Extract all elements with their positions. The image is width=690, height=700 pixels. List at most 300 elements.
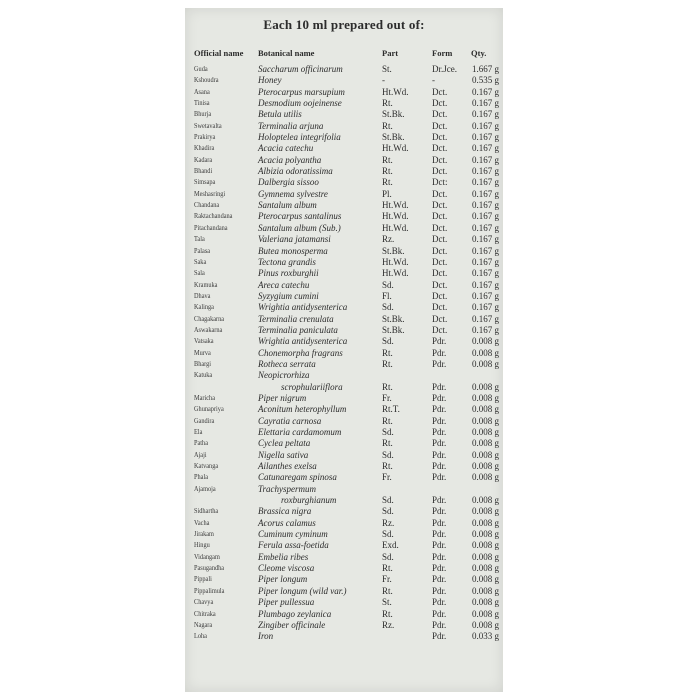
form: - <box>432 75 435 86</box>
official-name: Kadara <box>194 155 213 164</box>
official-name: Tala <box>194 235 205 244</box>
botanical-name: Iron <box>258 631 274 642</box>
form: Dct: <box>432 177 448 188</box>
part: St. <box>382 597 392 608</box>
quantity: 0.167 g <box>472 132 499 143</box>
official-name: Khadira <box>194 144 215 153</box>
botanical-name: roxburghianum <box>281 495 337 506</box>
part: Ht.Wd. <box>382 211 409 222</box>
form: Dct. <box>432 211 448 222</box>
form: Pdr. <box>432 381 447 392</box>
official-name: Chitraka <box>194 609 216 618</box>
quantity: 0.167 g <box>472 268 499 279</box>
form: Pdr. <box>432 608 447 619</box>
part: Rt. <box>382 358 393 369</box>
ingredient-row <box>185 359 503 370</box>
part: Sd. <box>382 506 394 517</box>
official-name: Chagakarna <box>194 314 225 323</box>
official-name: Bhandi <box>194 167 213 176</box>
quantity: 0.167 g <box>472 256 499 267</box>
quantity: 0.008 g <box>472 427 499 437</box>
header-official-name: Official name <box>194 48 244 58</box>
official-name: Meshasringi <box>194 189 226 198</box>
ingredient-row <box>185 268 503 279</box>
part: Ht.Wd. <box>382 86 409 97</box>
quantity: 0.008 g <box>472 563 499 574</box>
form: Pdr. <box>432 540 447 551</box>
ingredient-label <box>185 8 503 692</box>
ingredient-row <box>185 495 503 506</box>
ingredient-row <box>185 404 503 415</box>
form: Dct. <box>432 109 448 120</box>
ingredient-row <box>185 563 503 574</box>
form: Dct. <box>432 279 448 290</box>
form: Dct. <box>432 98 448 109</box>
ingredient-table <box>185 64 503 688</box>
part: St.Bk. <box>382 313 405 324</box>
official-name: Vidangam <box>194 552 220 561</box>
botanical-name: Tectona grandis <box>258 256 316 267</box>
part: - <box>382 75 385 86</box>
part: Fr. <box>382 574 392 585</box>
part: Pl. <box>382 188 392 199</box>
part: Rt. <box>382 415 393 426</box>
ingredient-row <box>185 450 503 461</box>
ingredient-row <box>185 291 503 302</box>
official-name: Murva <box>194 348 211 357</box>
part: Rt. <box>382 166 393 177</box>
official-name: Katuka <box>194 371 213 380</box>
form: Dct. <box>432 86 448 97</box>
ingredient-row <box>185 529 503 540</box>
form: Pdr. <box>432 574 447 585</box>
form: Pdr. <box>432 517 447 528</box>
quantity: 0.167 g <box>472 177 499 188</box>
form: Pdr. <box>432 472 447 483</box>
botanical-name: Terminalia arjuna <box>258 120 324 131</box>
part: Rt. <box>382 585 393 596</box>
ingredient-row <box>185 597 503 608</box>
quantity: 0.008 g <box>472 415 499 426</box>
form: Dr.Jce. <box>432 64 457 74</box>
official-name: Tinisa <box>194 99 210 108</box>
part: Exd. <box>382 540 399 551</box>
part: St.Bk. <box>382 132 405 143</box>
form: Dct. <box>432 302 448 313</box>
official-name: Katvanga <box>194 462 219 471</box>
botanical-name: Pterocarpus santalinus <box>258 211 342 222</box>
quantity: 0.167 g <box>472 324 499 335</box>
form: Pdr. <box>432 438 447 449</box>
quantity: 0.008 g <box>472 336 499 347</box>
form: Dct. <box>432 268 448 279</box>
ingredient-row <box>185 427 503 438</box>
botanical-name: Pinus roxburghii <box>258 268 319 279</box>
ingredient-row <box>185 280 503 291</box>
official-name: Prakirya <box>194 133 216 142</box>
form: Dct. <box>432 154 448 165</box>
botanical-name: Piper pullessua <box>258 597 315 608</box>
official-name: Chandana <box>194 201 220 210</box>
official-name: Vacha <box>194 518 210 527</box>
botanical-name: Plumbago zeylanica <box>258 608 332 619</box>
official-name: Pippali <box>194 575 212 584</box>
quantity: 0.008 g <box>472 608 499 619</box>
quantity: 0.167 g <box>472 120 499 131</box>
botanical-name: Albizia odoratissima <box>258 166 333 177</box>
quantity: 0.167 g <box>472 143 499 154</box>
ingredient-row <box>185 211 503 222</box>
label-title: Each 10 ml prepared out of: <box>263 17 425 32</box>
form: Pdr. <box>432 563 447 574</box>
quantity: 0.167 g <box>472 234 499 245</box>
part: St.Bk. <box>382 109 405 120</box>
official-name: Dhava <box>194 291 211 300</box>
form: Pdr. <box>432 427 447 437</box>
form: Pdr. <box>432 551 447 562</box>
botanical-name: Elettaria cardamomum <box>258 427 342 437</box>
ingredient-row <box>185 438 503 449</box>
part: Rt. <box>382 563 393 574</box>
botanical-name: Cuminum cyminum <box>258 529 328 540</box>
form: Pdr. <box>432 529 447 540</box>
quantity: 0.167 g <box>472 98 499 109</box>
part: Sd. <box>382 495 394 506</box>
quantity: 0.167 g <box>472 290 499 301</box>
ingredient-row <box>185 631 503 642</box>
official-name: Kramuka <box>194 280 218 289</box>
quantity: 0.167 g <box>472 211 499 222</box>
botanical-name: scrophulariiflora <box>281 381 343 392</box>
ingredient-row <box>185 382 503 393</box>
quantity: 0.008 g <box>472 517 499 528</box>
part: Sd. <box>382 427 394 437</box>
quantity: 0.008 g <box>472 529 499 540</box>
part: Sd. <box>382 529 394 540</box>
botanical-name: Brassica nigra <box>258 506 312 517</box>
official-name: Patha <box>194 439 209 448</box>
quantity: 0.167 g <box>472 86 499 97</box>
form: Pdr. <box>432 597 447 608</box>
ingredient-row <box>185 325 503 336</box>
form: Dct. <box>432 222 448 233</box>
botanical-name: Cleome viscosa <box>258 563 315 574</box>
form: Dct. <box>432 245 448 256</box>
ingredient-row <box>185 75 503 86</box>
quantity: 0.008 g <box>472 404 499 415</box>
header-botanical-name: Botanical name <box>258 48 315 58</box>
botanical-name: Butea monosperma <box>258 245 328 256</box>
part: St.Bk. <box>382 245 405 256</box>
part: Rt. <box>382 177 393 188</box>
ingredient-row <box>185 143 503 154</box>
form: Pdr. <box>432 449 447 460</box>
quantity: 0.008 g <box>472 358 499 369</box>
ingredient-row <box>185 540 503 551</box>
ingredient-row <box>185 314 503 325</box>
botanical-name: Cyclea peltata <box>258 438 311 449</box>
ingredient-row <box>185 586 503 597</box>
ingredient-row <box>185 552 503 563</box>
botanical-name: Neopicrorhiza <box>258 370 310 381</box>
quantity: 0.167 g <box>472 245 499 256</box>
botanical-name: Acorus calamus <box>258 517 316 528</box>
botanical-name: Zingiber officinale <box>258 619 326 630</box>
header-part: Part <box>382 48 399 58</box>
official-name: Chavya <box>194 598 214 607</box>
form: Dct. <box>432 324 448 335</box>
form: Dct. <box>432 313 448 324</box>
ingredient-row <box>185 574 503 585</box>
part: St. <box>382 64 392 74</box>
ingredient-row <box>185 506 503 517</box>
ingredient-row <box>185 200 503 211</box>
quantity: 0.008 g <box>472 347 499 358</box>
ingredient-row <box>185 87 503 98</box>
official-name: Hingu <box>194 541 210 550</box>
botanical-name: Areca catechu <box>258 279 310 290</box>
ingredient-row <box>185 177 503 188</box>
part: Fr. <box>382 472 392 483</box>
header-qty: Qty. <box>471 48 487 58</box>
quantity: 0.008 g <box>472 551 499 562</box>
official-name: Aswakarna <box>194 325 223 334</box>
official-name: Ela <box>194 428 203 436</box>
ingredient-row <box>185 98 503 109</box>
ingredient-row <box>185 484 503 495</box>
botanical-name: Valeriana jatamansi <box>258 234 331 245</box>
ingredient-row <box>185 132 503 143</box>
quantity: 0.535 g <box>472 75 499 86</box>
part: Sd. <box>382 279 394 290</box>
form: Dct. <box>432 290 448 301</box>
form: Pdr. <box>432 495 447 506</box>
form: Pdr. <box>432 404 447 415</box>
quantity: 0.167 g <box>472 200 499 211</box>
botanical-name: Embelia ribes <box>258 551 309 562</box>
quantity: 0.167 g <box>472 279 499 290</box>
part: Sd. <box>382 302 394 313</box>
part: Rz. <box>382 234 395 245</box>
part: St.Bk. <box>382 324 405 335</box>
botanical-name: Desmodium oojeinense <box>258 98 342 109</box>
quantity: 0.033 g <box>472 631 499 642</box>
part: Rt. <box>382 608 393 619</box>
part: Rt. <box>382 98 393 109</box>
botanical-name: Gymnema sylvestre <box>258 188 328 199</box>
form: Pdr. <box>432 415 447 426</box>
ingredient-row <box>185 64 503 75</box>
form: Pdr. <box>432 358 447 369</box>
official-name: Guda <box>194 65 208 73</box>
quantity: 1.667 g <box>472 64 499 74</box>
quantity: 0.008 g <box>472 597 499 608</box>
official-name: Sidhartha <box>194 507 219 516</box>
botanical-name: Wrightia antidysenterica <box>258 302 348 313</box>
form: Pdr. <box>432 631 447 642</box>
official-name: Simsapa <box>194 178 216 187</box>
form: Pdr. <box>432 506 447 517</box>
ingredient-row <box>185 257 503 268</box>
part: Ht.Wd. <box>382 256 409 267</box>
part: Rt. <box>382 438 393 449</box>
quantity: 0.167 g <box>472 313 499 324</box>
official-name: Palasa <box>194 246 211 255</box>
official-name: Bhurja <box>194 110 212 119</box>
part: Rz. <box>382 517 395 528</box>
ingredient-row <box>185 223 503 234</box>
quantity: 0.008 g <box>472 540 499 551</box>
part: Rt.T. <box>382 404 400 415</box>
official-name: Jirakam <box>194 530 214 539</box>
quantity: 0.008 g <box>472 495 499 506</box>
official-name: Maricha <box>194 393 215 402</box>
botanical-name: Chonemorpha fragrans <box>258 347 343 358</box>
ingredient-row <box>185 609 503 620</box>
botanical-name: Dalbergia sissoo <box>258 177 319 188</box>
ingredient-row <box>185 461 503 472</box>
form: Dct. <box>432 132 448 143</box>
form: Dct. <box>432 143 448 154</box>
part: Rt. <box>382 120 393 131</box>
botanical-name: Nigella sativa <box>258 449 309 460</box>
part: Fl. <box>382 290 392 301</box>
ingredient-row <box>185 472 503 483</box>
part: Rt. <box>382 381 393 392</box>
part: Ht.Wd. <box>382 200 409 211</box>
form: Dct. <box>432 120 448 131</box>
quantity: 0.008 g <box>472 506 499 517</box>
part: Rt. <box>382 154 393 165</box>
part: Fr. <box>382 392 392 403</box>
botanical-name: Piper longum <box>258 574 308 585</box>
quantity: 0.167 g <box>472 154 499 165</box>
quantity: 0.167 g <box>472 188 499 199</box>
form: Pdr. <box>432 461 447 472</box>
part: Sd. <box>382 551 394 562</box>
botanical-name: Ailanthes exelsa <box>258 461 317 472</box>
official-name: Saka <box>194 257 207 266</box>
quantity: 0.008 g <box>472 619 499 630</box>
quantity: 0.008 g <box>472 438 499 449</box>
quantity: 0.167 g <box>472 302 499 313</box>
ingredient-row <box>185 393 503 404</box>
part: Ht.Wd. <box>382 222 409 233</box>
botanical-name: Terminalia paniculata <box>258 324 338 335</box>
form: Dct. <box>432 188 448 199</box>
official-name: Ajaji <box>194 450 207 459</box>
part: Rt. <box>382 461 393 472</box>
official-name: Ghunapriya <box>194 405 224 414</box>
official-name: Sala <box>194 269 205 278</box>
botanical-name: Wrightia antidysenterica <box>258 336 348 347</box>
quantity: 0.008 g <box>472 574 499 585</box>
ingredient-row <box>185 302 503 313</box>
ingredient-row <box>185 155 503 166</box>
form: Dct. <box>432 166 448 177</box>
part: Ht.Wd. <box>382 268 409 279</box>
botanical-name: Acacia polyantha <box>258 154 322 165</box>
botanical-name: Syzygium cumini <box>258 290 319 301</box>
ingredient-row <box>185 234 503 245</box>
official-name: Phala <box>194 473 209 482</box>
official-name: Ajamoja <box>194 484 216 493</box>
botanical-name: Piper longum (wild var.) <box>258 585 347 596</box>
official-name: Nagara <box>194 620 213 629</box>
ingredient-row <box>185 166 503 177</box>
part: Rz. <box>382 619 395 630</box>
ingredient-row <box>185 336 503 347</box>
quantity: 0.167 g <box>472 166 499 177</box>
quantity: 0.167 g <box>472 109 499 120</box>
form: Dct. <box>432 256 448 267</box>
official-name: Raktachandana <box>194 212 233 221</box>
official-name: Bhargi <box>194 359 212 368</box>
ingredient-row <box>185 189 503 200</box>
ingredient-row <box>185 121 503 132</box>
official-name: Pippalimula <box>194 586 225 595</box>
botanical-name: Aconitum heterophyllum <box>258 404 347 415</box>
quantity: 0.008 g <box>472 449 499 460</box>
botanical-name: Santalum album (Sub.) <box>258 222 341 233</box>
quantity: 0.167 g <box>472 222 499 233</box>
form: Dct. <box>432 200 448 211</box>
official-name: Swetavalta <box>194 121 222 130</box>
quantity: 0.008 g <box>472 472 499 483</box>
form: Pdr. <box>432 619 447 630</box>
botanical-name: Cayratia carnosa <box>258 415 322 426</box>
official-name: Kshoudra <box>194 76 219 85</box>
form: Pdr. <box>432 336 447 347</box>
official-name: Vatsaka <box>194 337 214 346</box>
column-headers <box>185 48 503 62</box>
part: Ht.Wd. <box>382 143 409 154</box>
official-name: Pitachandana <box>194 223 228 232</box>
part: Sd. <box>382 449 394 460</box>
part: Rt. <box>382 347 393 358</box>
official-name: Asana <box>194 87 210 96</box>
botanical-name: Rotheca serrata <box>258 358 316 369</box>
official-name: Kalinga <box>194 303 214 312</box>
quantity: 0.008 g <box>472 392 499 403</box>
botanical-name: Piper nigrum <box>258 392 307 403</box>
botanical-name: Saccharum officinarum <box>258 64 343 74</box>
form: Pdr. <box>432 392 447 403</box>
ingredient-row <box>185 620 503 631</box>
part: Sd. <box>382 336 394 347</box>
botanical-name: Santalum album <box>258 200 317 211</box>
botanical-name: Terminalia crenulata <box>258 313 334 324</box>
botanical-name: Honey <box>258 75 282 86</box>
botanical-name: Trachyspermum <box>258 483 316 494</box>
botanical-name: Pterocarpus marsupium <box>258 86 345 97</box>
ingredient-row <box>185 518 503 529</box>
form: Dct. <box>432 234 448 245</box>
quantity: 0.008 g <box>472 461 499 472</box>
botanical-name: Ferula assa-foetida <box>258 540 329 551</box>
quantity: 0.008 g <box>472 381 499 392</box>
botanical-name: Catunaregam spinosa <box>258 472 337 483</box>
official-name: Loha <box>194 632 207 641</box>
form: Pdr. <box>432 347 447 358</box>
ingredient-row <box>185 348 503 359</box>
botanical-name: Holoptelea integrifolia <box>258 132 341 143</box>
official-name: Gandira <box>194 416 215 425</box>
header-form: Form <box>432 48 453 58</box>
botanical-name: Betula utilis <box>258 109 302 120</box>
ingredient-row <box>185 246 503 257</box>
quantity: 0.008 g <box>472 585 499 596</box>
